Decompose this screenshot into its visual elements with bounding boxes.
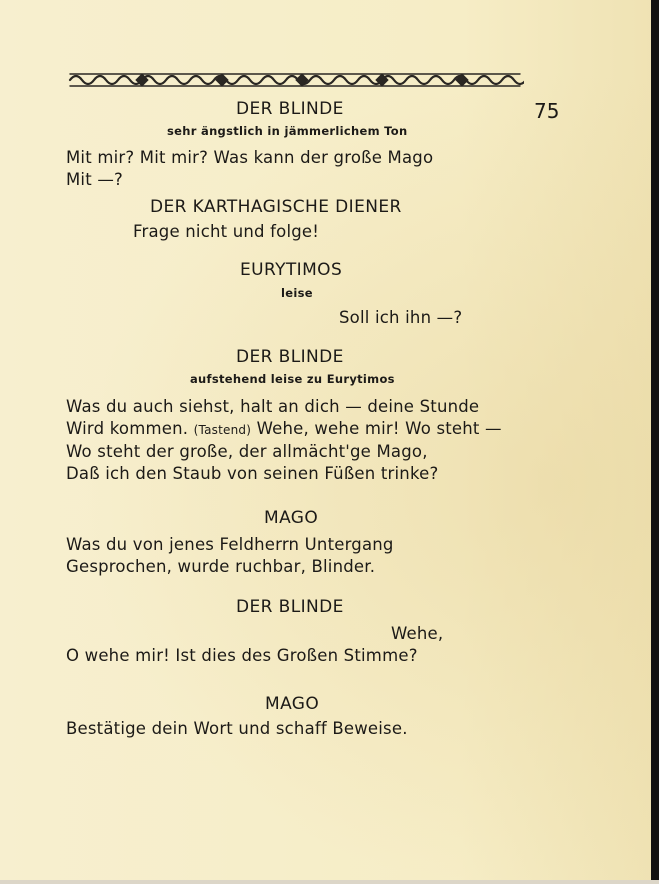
page-bottom-edge <box>0 880 659 884</box>
verse-line <box>66 421 502 438</box>
verse-line: Soll ich ihn —? <box>339 308 463 327</box>
verse-line: Bestätige dein Wort und schaff Beweise. <box>66 719 408 738</box>
speaker-karthagischer-diener: DER KARTHAGISCHE DIENER <box>150 197 402 217</box>
speaker-der-blinde: DER BLINDE <box>236 99 344 119</box>
stage-direction: aufstehend leise zu Eurytimos <box>190 372 395 386</box>
verse-line: Mit mir? Mit mir? Was kann der große Mago <box>66 148 434 167</box>
verse-line: Wehe, <box>391 624 444 643</box>
speaker-der-blinde: DER BLINDE <box>236 347 344 367</box>
verse-line: O wehe mir! Ist dies des Großen Stimme? <box>66 646 418 665</box>
verse-line: Wo steht der große, der allmächt'ge Mago, <box>66 442 428 461</box>
speaker-der-blinde: DER BLINDE <box>236 597 344 617</box>
stage-direction: leise <box>281 286 313 300</box>
verse-segment: Wehe, wehe mir! Wo steht — <box>256 419 502 438</box>
speaker-mago: MAGO <box>265 694 320 714</box>
verse-line: Was du auch siehst, halt an dich — deine Stunde <box>66 397 480 416</box>
verse-line: Mit —? <box>66 170 123 189</box>
verse-line: Was du von jenes Feldherrn Untergang <box>66 535 394 554</box>
inline-stage-direction: (Tastend) <box>193 423 252 437</box>
stage-direction: sehr ängstlich in jämmerlichem Ton <box>167 124 408 138</box>
speaker-mago: MAGO <box>264 508 319 528</box>
speaker-eurytimos: EURYTIMOS <box>240 260 343 280</box>
verse-segment: Wird kommen. <box>66 419 189 438</box>
verse-line: Daß ich den Staub von seinen Füßen trinke? <box>66 464 439 483</box>
verse-line: Frage nicht und folge! <box>133 222 320 241</box>
page-number: 75 <box>534 99 560 123</box>
ornament-border <box>66 70 524 90</box>
verse-line: Gesprochen, wurde ruchbar, Blinder. <box>66 557 376 576</box>
page-edge-shadow <box>651 0 659 884</box>
